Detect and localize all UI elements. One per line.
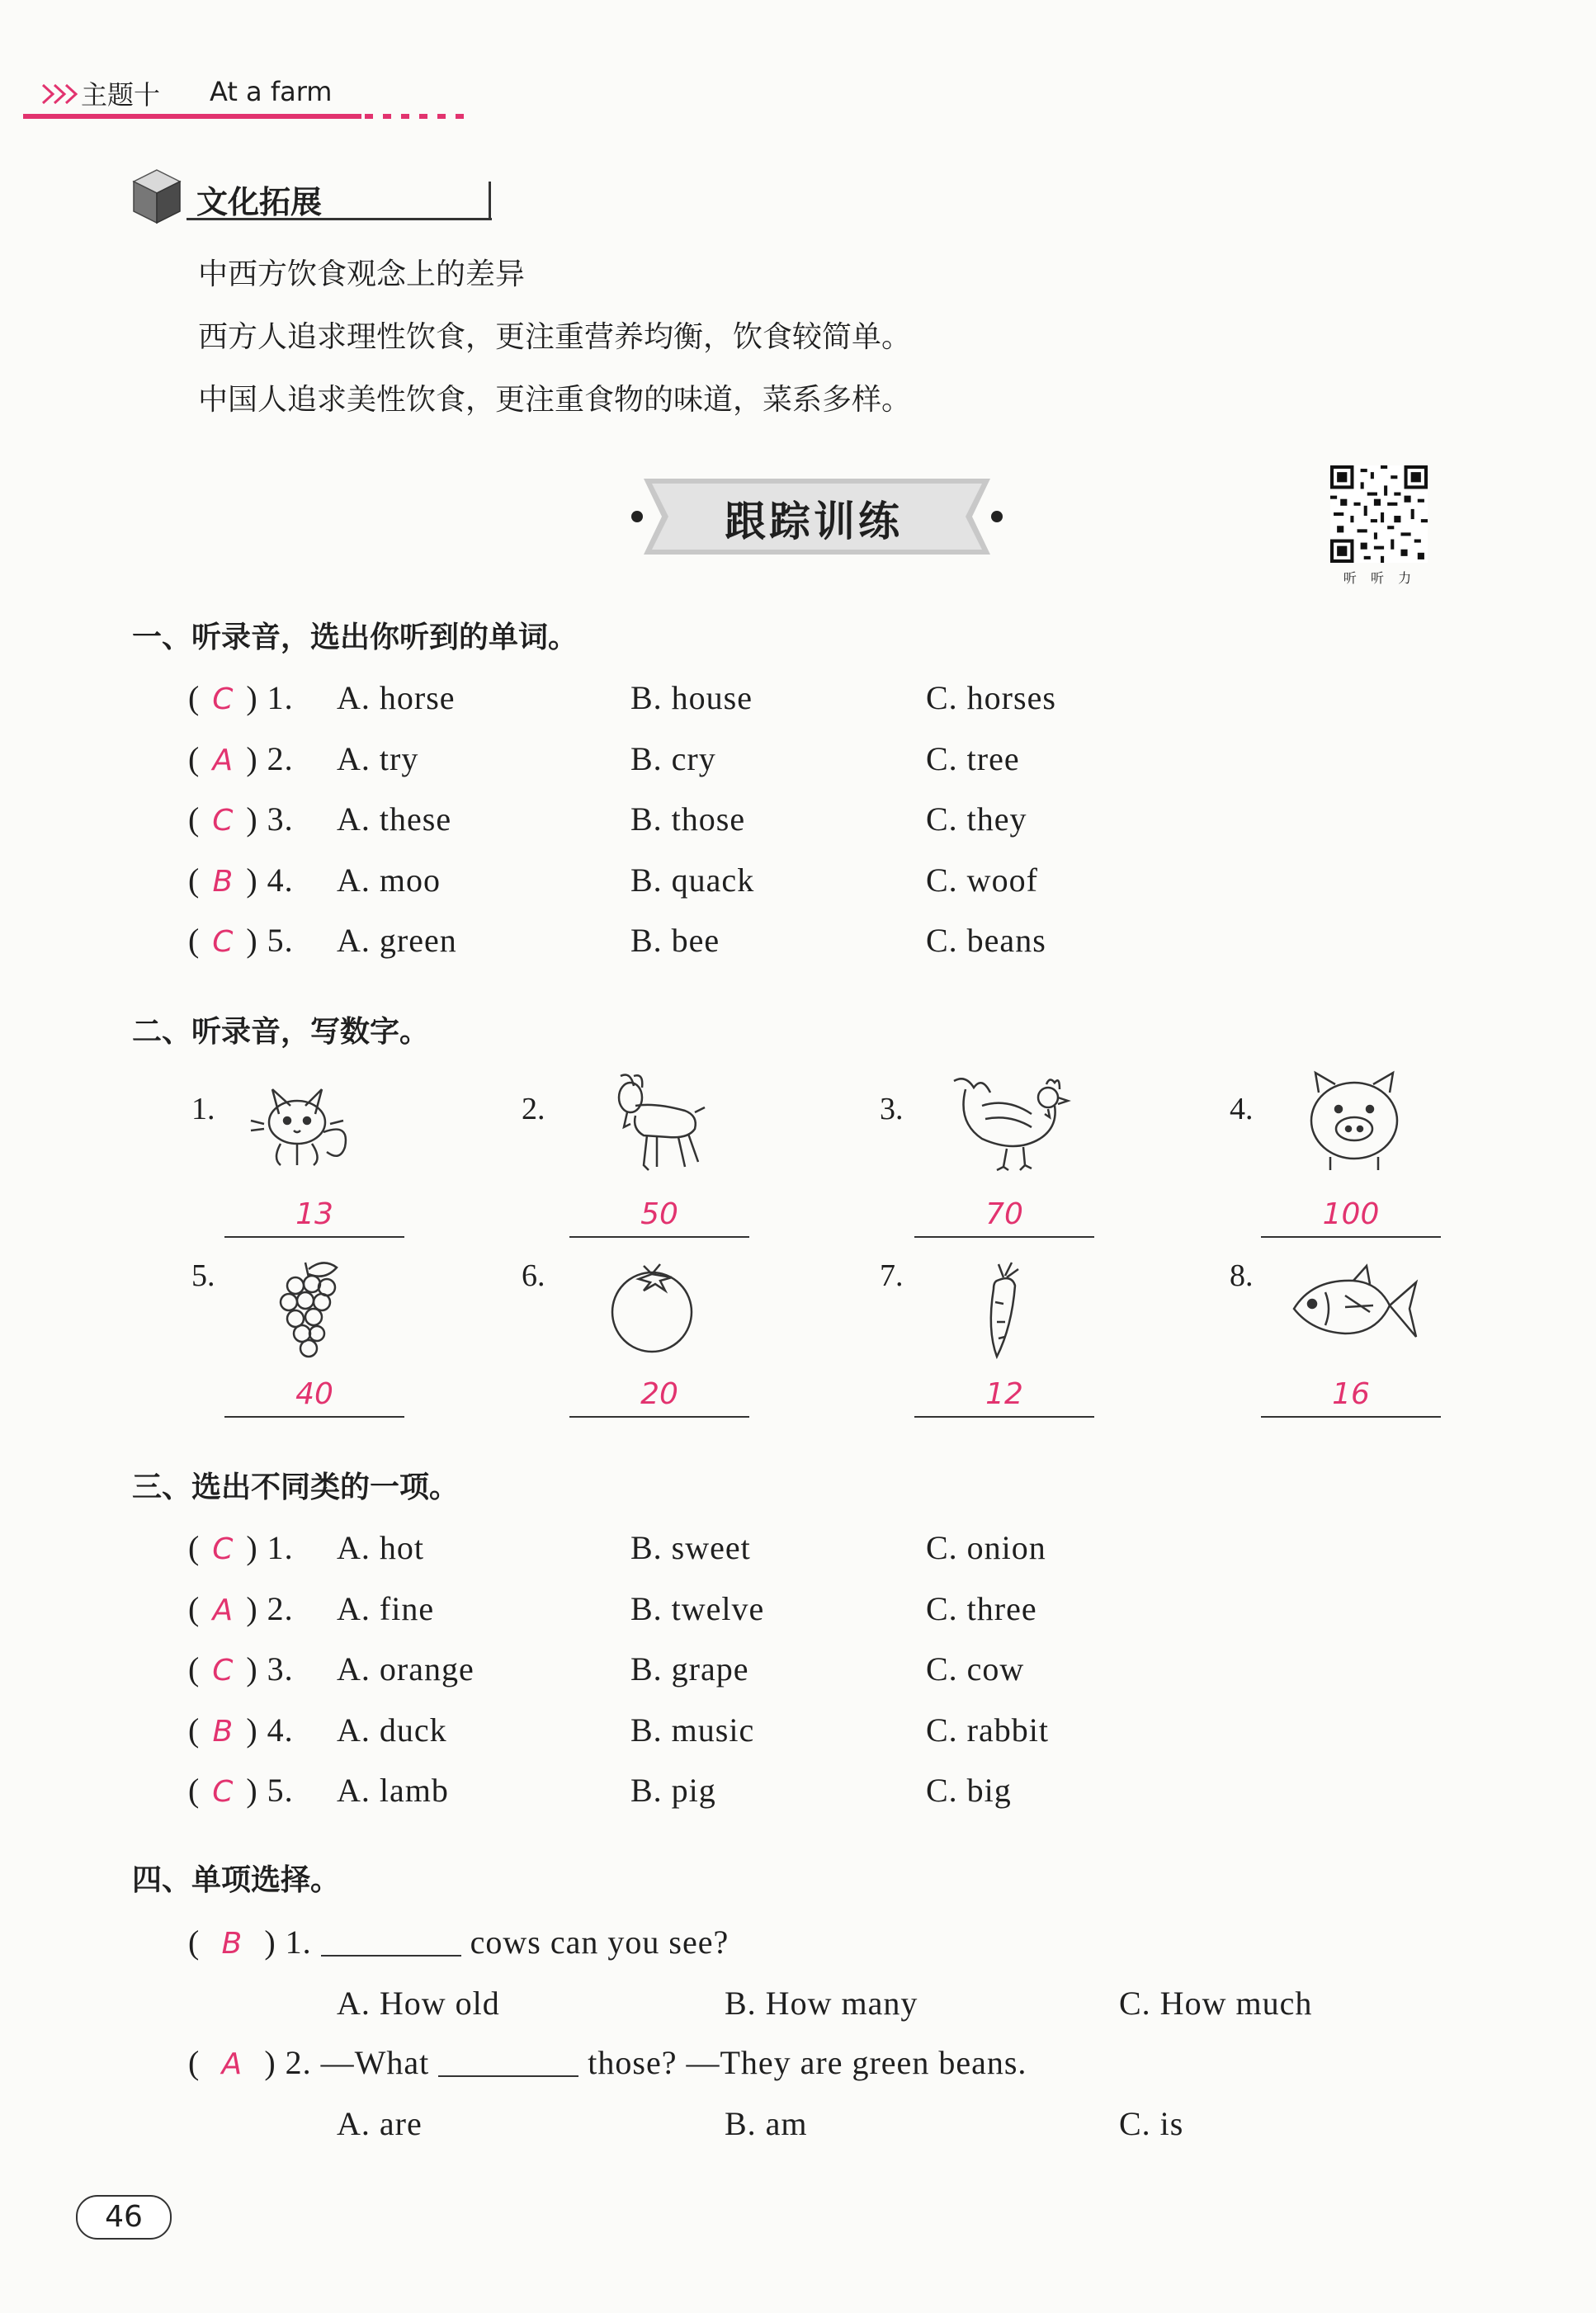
question-number: 4. [267,1711,294,1749]
header-underline [23,114,361,119]
header-dots [365,114,464,119]
option-b[interactable]: B. am [725,2105,808,2142]
option-b[interactable]: B. quack [630,861,755,899]
option-a[interactable]: A. fine [337,1590,435,1627]
question-item: ( B ) 1. cows can you see? [188,1924,730,1961]
section2-title: 二、听录音，写数字。 [132,1015,430,1049]
answer-mark: C [212,925,234,959]
section3-title: 三、选出不同类的一项。 [132,1470,460,1504]
question-number: 1. [267,679,294,716]
option-a[interactable]: A. orange [337,1650,475,1688]
picture-number: 8. [1230,1258,1254,1293]
question-row: ( C ) 1. [188,1529,294,1566]
question-number: 3. [267,800,294,838]
option-b[interactable]: B. pig [630,1772,716,1809]
option-a[interactable]: A. hot [337,1529,424,1566]
picture-number: 5. [191,1258,215,1293]
option-c[interactable]: C. How much [1119,1985,1313,2022]
culture-line: 中西方饮食观念上的差异 [198,257,526,291]
picture-number: 1. [191,1092,215,1126]
answer-mark: B [221,1927,243,1961]
question-row: ( B ) 4. [188,1711,294,1749]
tomato-icon [606,1263,698,1353]
answer-line[interactable] [569,1373,749,1418]
option-b[interactable]: B. house [630,679,753,716]
option-c[interactable]: C. is [1119,2105,1184,2142]
answer-line[interactable] [1261,1373,1441,1418]
answer-mark: C [212,1654,234,1688]
option-c[interactable]: C. woof [926,861,1038,899]
section4-title: 四、单项选择。 [132,1863,341,1897]
cube-icon [132,168,182,226]
pig-icon [1301,1068,1408,1177]
carrot-icon [979,1261,1028,1360]
unit-label: 主题十 [81,79,161,111]
question-number: 2. [267,740,294,777]
number-answer: 20 [640,1377,678,1411]
option-b[interactable]: B. those [630,800,746,838]
question-row: ( C ) 5. [188,1772,294,1809]
question-row: ( C ) 3. [188,800,294,838]
culture-title: 文化拓展 [196,184,323,220]
option-b[interactable]: B. music [630,1711,755,1749]
culture-title-bracket [187,218,492,220]
qr-label: 听 听 力 [1343,570,1417,586]
grapes-icon [272,1258,347,1362]
qr-code-icon [1330,465,1428,563]
answer-line[interactable] [914,1193,1094,1238]
picture-number: 3. [880,1092,904,1126]
option-c[interactable]: C. onion [926,1529,1046,1566]
unit-title: At a farm [210,76,333,107]
number-answer: 100 [1322,1197,1380,1231]
option-a[interactable]: A. green [337,922,457,959]
fish-icon [1287,1263,1419,1353]
answer-mark: C [212,1775,234,1809]
answer-mark: C [212,1532,234,1566]
answer-line[interactable] [914,1373,1094,1418]
section1-title: 一、听录音，选出你听到的单词。 [132,621,578,654]
question-number: 5. [267,1772,294,1809]
question-row: ( C ) 5. [188,922,294,959]
option-c[interactable]: C. horses [926,679,1056,716]
answer-mark: A [212,1593,234,1627]
option-b[interactable]: B. grape [630,1650,749,1688]
culture-line: 中国人追求美性饮食，更注重食物的味道，菜系多样。 [198,383,912,417]
question-number: 3. [267,1650,294,1688]
answer-mark: A [221,2047,243,2081]
cat-icon [248,1073,363,1172]
option-a[interactable]: A. duck [337,1711,447,1749]
question-number: 1. [285,1924,312,1961]
question-pre: —What [320,2044,430,2081]
culture-line: 西方人追求理性饮食，更注重营养均衡，饮食较简单。 [198,320,912,354]
option-c[interactable]: C. big [926,1772,1012,1809]
question-row: ( B ) 4. [188,861,294,899]
number-answer: 40 [295,1377,333,1411]
picture-number: 2. [522,1092,545,1126]
number-answer: 70 [985,1197,1023,1231]
option-c[interactable]: C. three [926,1590,1037,1627]
question-number: 2. [285,2044,312,2081]
option-b[interactable]: B. bee [630,922,720,959]
number-answer: 16 [1332,1377,1370,1411]
answer-line[interactable] [224,1373,404,1418]
option-c[interactable]: C. cow [926,1650,1025,1688]
picture-number: 7. [880,1258,904,1293]
page-number: 46 [105,2200,143,2234]
question-number: 5. [267,922,294,959]
blank[interactable] [438,2046,578,2077]
answer-line[interactable] [224,1193,404,1238]
answer-mark: C [212,682,234,716]
option-a[interactable]: A. moo [337,861,441,899]
option-b[interactable]: B. sweet [630,1529,751,1566]
option-c[interactable]: C. tree [926,740,1020,777]
option-a[interactable]: A. these [337,800,452,838]
option-b[interactable]: B. cry [630,740,716,777]
option-a[interactable]: A. try [337,740,419,777]
culture-section [132,165,1205,429]
answer-mark: C [212,804,234,838]
question-number: 4. [267,861,294,899]
option-c[interactable]: C. beans [926,922,1046,959]
hen-icon [949,1073,1073,1173]
option-b[interactable]: B. How many [725,1985,918,2022]
banner-title: 跟踪训练 [725,498,903,545]
answer-mark: A [212,743,234,777]
answer-mark: B [212,1715,234,1749]
number-answer: 13 [295,1197,333,1231]
answer-line[interactable] [569,1193,749,1238]
number-answer: 50 [640,1197,678,1231]
question-number: 2. [267,1590,294,1627]
question-text: those? —They are green beans. [588,2044,1027,2081]
question-number: 1. [267,1529,294,1566]
question-row: ( A ) 2. [188,740,294,777]
option-a[interactable]: A. horse [337,679,456,716]
question-item: ( A ) 2. —What those? —They are green beans. [188,2044,1027,2081]
banner [627,474,1007,559]
answer-line[interactable] [1261,1193,1441,1238]
blank[interactable] [321,1925,461,1957]
number-answer: 12 [985,1377,1023,1411]
option-c[interactable]: C. rabbit [926,1711,1049,1749]
picture-number: 6. [522,1258,545,1293]
question-text: cows can you see? [470,1924,730,1961]
answer-mark: B [212,865,234,899]
goat-icon [602,1069,710,1178]
question-row: ( A ) 2. [188,1590,294,1627]
picture-number: 4. [1230,1092,1254,1126]
qr-code[interactable] [1330,465,1429,588]
question-row: ( C ) 3. [188,1650,294,1688]
option-b[interactable]: B. twelve [630,1590,765,1627]
page-number-badge [76,2195,172,2240]
option-a[interactable]: A. are [337,2105,423,2142]
option-a[interactable]: A. lamb [337,1772,449,1809]
header [23,71,452,120]
question-row: ( C ) 1. [188,679,294,716]
option-c[interactable]: C. they [926,800,1027,838]
option-a[interactable]: A. How old [337,1985,500,2022]
